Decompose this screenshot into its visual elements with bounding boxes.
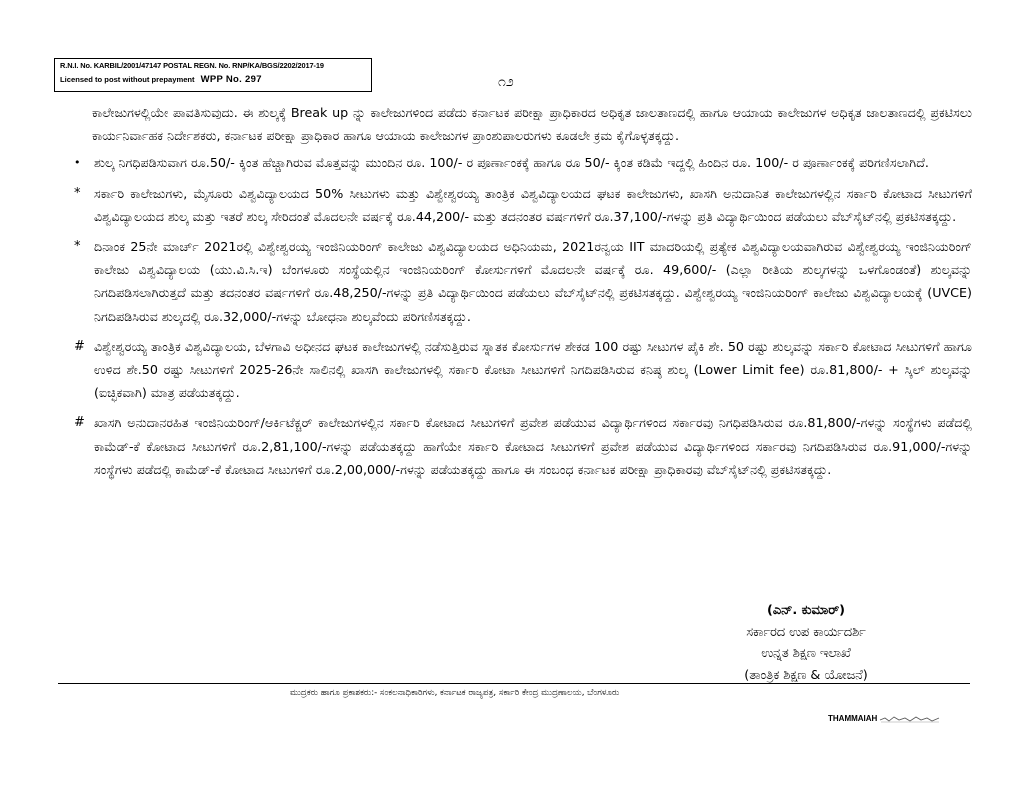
asterisk-marker: * (74, 185, 81, 201)
hash-marker: # (74, 415, 85, 431)
digital-signature-stamp (828, 714, 941, 723)
stamp-name: THAMMAIAH (828, 714, 878, 723)
list-item (72, 235, 972, 328)
list-item-text: ಖಾಸಗಿ ಅನುದಾನರಹಿತ ಇಂಜಿನಿಯರಿಂಗ್/ಆರ್ಕಿಟೆಕ್ಚರ್ ಕಾಲೇಜುಗಳಲ್ಲಿನ ಸರ್ಕಾರಿ ಕೋಟಾದ ಸೀಟುಗಳಿಗೆ ಪ್ರವೇಶ ಪಡೆಯುವ ವಿದ್ಯಾರ್ಥಿಗಳಿಂದ ಸರ್ಕಾರವು ನಿಗಧಿಪಡಿಸಿರುವ ರೂ.81,800/-ಗಳನ್ನು ಸಂಸ್ಥೆಗಳು ಪಡೆದಲ್ಲಿ ಕಾಮೆಡ್-ಕೆ ಕೋಟಾದ ಸೀಟುಗಳಿಗೆ ರೂ.2,81,100/-ಗಳನ್ನು ಪಡೆಯತಕ್ಕದ್ದು ಹಾಗೆಯೇ ಸರ್ಕಾರಿ ಕೋಟಾದ ಸೀಟುಗಳಿಗೆ ಪ್ರವೇಶ ಪಡೆಯುವ ವಿದ್ಯಾರ್ಥಿಗಳಿಂದ ಸರ್ಕಾರವು ನಿಗದಿಪಡಿಸಿರುವ ರೂ.91,000/-ಗಳನ್ನು ಸಂಸ್ಥೆಗಳು ಪಡೆದಲ್ಲಿ ಕಾಮೆಡ್-ಕೆ ಕೋಟಾದ ಸೀಟುಗಳಿಗೆ ರೂ.2,00,000/-ಗಳನ್ನು ಪಡೆಯತಕ್ಕದ್ದು ಹಾಗೂ ಈ ಸಂಬಂಧ ಕರ್ನಾಟಕ ಪರೀಕ್ಷಾ ಪ್ರಾಧಿಕಾರವು ವೆಬ್‌ಸೈಟ್‌ನಲ್ಲಿ ಪ್ರಕಟಿಸತಕ್ಕದ್ದು. (94, 415, 972, 477)
list-item (72, 335, 972, 405)
wpp-number: WPP No. 297 (200, 74, 262, 85)
footer-divider (58, 683, 970, 684)
list-item-text: ಸರ್ಕಾರಿ ಕಾಲೇಜುಗಳು, ಮೈಸೂರು ವಿಶ್ವವಿದ್ಯಾಲಯದ 50% ಸೀಟುಗಳು ಮತ್ತು ವಿಶ್ವೇಶ್ವರಯ್ಯ ತಾಂತ್ರಿಕ ವಿಶ್ವವಿದ್ಯಾಲಯದ ಘಟಕ ಕಾಲೇಜುಗಳು, ಖಾಸಗಿ ಅನುದಾನಿತ ಕಾಲೇಜುಗಳಲ್ಲಿನ ಸರ್ಕಾರಿ ಕೋಟಾದ ಸೀಟುಗಳಿಗೆ ವಿಶ್ವವಿದ್ಯಾಲಯದ ಶುಲ್ಕ ಮತ್ತು ಇತರೆ ಶುಲ್ಕ ಸೇರಿದಂತೆ ಮೊದಲನೇ ವರ್ಷಕ್ಕೆ ರೂ.44,200/- ಮತ್ತು ತದನಂತರ ವರ್ಷಗಳಿಗೆ ರೂ.37,100/-ಗಳನ್ನು ಪ್ರತಿ ವಿದ್ಯಾರ್ಥಿಯಿಂದ ಪಡೆಯಲು ವೆಬ್‌ಸೈಟ್‌ನಲ್ಲಿ ಪ್ರಕಟಿಸತಕ್ಕದ್ದು. (94, 185, 972, 224)
signatory-section: (ತಾಂತ್ರಿಕ ಶಿಕ್ಷಣ & ಯೋಜನೆ) (744, 667, 868, 683)
postal-registration-box (54, 58, 372, 92)
signatory-department: ಉನ್ನತ ಶಿಕ್ಷಣ ಇಲಾಖೆ (761, 646, 851, 661)
asterisk-marker: * (74, 239, 81, 255)
printer-publisher-line: ಮುದ್ರಕರು ಹಾಗೂ ಪ್ರಕಾಶಕರು:- ಸಂಕಲನಾಧಿಕಾರಿಗಳು, ಕರ್ನಾಟಕ ರಾಜ್ಯಪತ್ರ, ಸರ್ಕಾರಿ ಕೇಂದ್ರ ಮುದ್ರಣಾಲಯ, ಬೆಂಗಳೂರು (290, 688, 620, 698)
list-item (72, 151, 972, 174)
bullet-marker: • (74, 156, 81, 170)
intro-paragraph: ಕಾಲೇಜುಗಳಲ್ಲಿಯೇ ಪಾವತಿಸುವುದು. ಈ ಶುಲ್ಕಕ್ಕೆ Break up ನ್ನು ಕಾಲೇಜುಗಳಿಂದ ಪಡೆದು ಕರ್ನಾಟಕ ಪರೀಕ್ಷಾ ಪ್ರಾಧಿಕಾರದ ಅಧಿಕೃತ ಜಾಲತಾಣದಲ್ಲಿ ಹಾಗೂ ಆಯಾಯ ಕಾಲೇಜುಗಳ ಅಧಿಕೃತ ಜಾಲತಾಣದಲ್ಲಿ ಪ್ರಕಟಿಸಲು ಕಾರ್ಯನಿರ್ವಾಹಕ ನಿರ್ದೇಶಕರು, ಕರ್ನಾಟಕ ಪರೀಕ್ಷಾ ಪ್ರಾಧಿಕಾರ ಹಾಗೂ ಆಯಾಯ ಕಾಲೇಜುಗಳ ಪ್ರಾಂಶುಪಾಲರುಗಳು ಕೂಡಲೇ ಕ್ರಮ ಕೈಗೊಳ್ಳತಕ್ಕದ್ದು. (92, 105, 972, 144)
postal-license-line (60, 74, 366, 85)
signature-block (706, 600, 906, 686)
registration-numbers: R.N.I. No. KARBIL/2001/47147 POSTAL REGN. No. RNP/KA/BGS/2202/2017-19 (60, 61, 324, 70)
signatory-designation: ಸರ್ಕಾರದ ಉಪ ಕಾರ್ಯದರ್ಶಿ (746, 624, 866, 640)
signatory-name: (ಎನ್. ಕುಮಾರ್) (767, 603, 845, 618)
license-text: Licensed to post without prepayment (60, 75, 195, 84)
document-body (72, 101, 972, 481)
list-item (72, 182, 972, 228)
list-item-text: ದಿನಾಂಕ 25ನೇ ಮಾರ್ಚ್ 2021ರಲ್ಲಿ ವಿಶ್ವೇಶ್ವರಯ್ಯ ಇಂಜಿನಿಯರಿಂಗ್ ಕಾಲೇಜು ವಿಶ್ವವಿದ್ಯಾಲಯದ ಅಧಿನಿಯಮ, 2021ರನ್ವಯ IIT ಮಾದರಿಯಲ್ಲಿ ಪ್ರತ್ಯೇಕ ವಿಶ್ವವಿದ್ಯಾಲಯವಾಗಿರುವ ವಿಶ್ವೇಶ್ವರಯ್ಯ ಇಂಜಿನಿಯರಿಂಗ್ ಕಾಲೇಜು ವಿಶ್ವವಿದ್ಯಾಲಯ (ಯು.ವಿ.ಸಿ.ಇ) ಬೆಂಗಳೂರು ಸಂಸ್ಥೆಯಲ್ಲಿನ ಇಂಜಿನಿಯರಿಂಗ್ ಕೋರ್ಸುಗಳಿಗೆ ಮೊದಲನೇ ವರ್ಷಕ್ಕೆ ರೂ. 49,600/- (ಎಲ್ಲಾ ರೀತಿಯ ಶುಲ್ಕಗಳನ್ನು ಒಳಗೊಂಡಂತೆ) ಶುಲ್ಕವನ್ನು ನಿಗದಿಪಡಿಸಲಾಗಿರುತ್ತದೆ ಮತ್ತು ತದನಂತರ ವರ್ಷಗಳಿಗೆ ರೂ.48,250/-ಗಳನ್ನು ಪ್ರತಿ ವಿದ್ಯಾರ್ಥಿಯಿಂದ ಪಡೆಯಲು ವೆಬ್‌ಸೈಟ್‌ನಲ್ಲಿ ಪ್ರಕಟಿಸತಕ್ಕದ್ದು. ವಿಶ್ವೇಶ್ವರಯ್ಯ ಇಂಜಿನಿಯರಿಂಗ್ ಕಾಲೇಜು ವಿಶ್ವವಿದ್ಯಾಲಯಕ್ಕೆ (UVCE) ನಿಗದಿಪಡಿಸಿರುವ ಶುಲ್ಕದಲ್ಲಿ ರೂ.32,000/-ಗಳನ್ನು ಬೋಧನಾ ಶುಲ್ಕವೆಂದು ಪರಿಗಣಿಸತಕ್ಕದ್ದು. (94, 239, 972, 324)
page-number: ೧೨ (498, 74, 514, 90)
signature-scribble-icon (879, 715, 941, 723)
hash-marker: # (74, 338, 85, 354)
list-item (72, 411, 972, 481)
list-item-text: ವಿಶ್ವೇಶ್ವರಯ್ಯ ತಾಂತ್ರಿಕ ವಿಶ್ವವಿದ್ಯಾಲಯ, ಬೆಳಗಾವಿ ಅಧೀನದ ಘಟಕ ಕಾಲೇಜುಗಳಲ್ಲಿ ನಡೆಸುತ್ತಿರುವ ಸ್ನಾತಕ ಕೋರ್ಸುಗಳ ಶೇಕಡ 100 ರಷ್ಟು ಸೀಟುಗಳ ಪೈಕಿ ಶೇ. 50 ರಷ್ಟು ಶುಲ್ಕವನ್ನು ಸರ್ಕಾರಿ ಕೋಟಾದ ಸೀಟುಗಳಿಗೆ ಹಾಗೂ ಉಳಿದ ಶೇ.50 ರಷ್ಟು ಸೀಟುಗಳಿಗೆ 2025-26ನೇ ಸಾಲಿನಲ್ಲಿ ಖಾಸಗಿ ಕಾಲೇಜುಗಳಲ್ಲಿ ಸರ್ಕಾರಿ ಕೋಟಾ ಸೀಟುಗಳಿಗೆ ನಿಗದಿಪಡಿಸಿರುವ ಕನಿಷ್ಠ ಶುಲ್ಕ (Lower Limit fee) ರೂ.81,800/- + ಸ್ಕಿಲ್ ಶುಲ್ಕವನ್ನು (ಐಚ್ಛಿಕವಾಗಿ) ಮಾತ್ರ ಪಡೆಯತಕ್ಕದ್ದು. (94, 338, 972, 401)
list-item-text: ಶುಲ್ಕ ನಿಗಧಿಪಡಿಸುವಾಗ ರೂ.50/- ಕ್ಕಿಂತ ಹೆಚ್ಚಾಗಿರುವ ಮೊತ್ತವನ್ನು ಮುಂದಿನ ರೂ. 100/- ರ ಪೂರ್ಣಾಂಕಕ್ಕೆ ಹಾಗೂ ರೂ 50/- ಕ್ಕಿಂತ ಕಡಿಮೆ ಇದ್ದಲ್ಲಿ ಹಿಂದಿನ ರೂ. 100/- ರ ಪೂರ್ಣಾಂಕಕ್ಕೆ ಪರಿಗಣಿಸಲಾಗಿದೆ. (94, 155, 929, 171)
